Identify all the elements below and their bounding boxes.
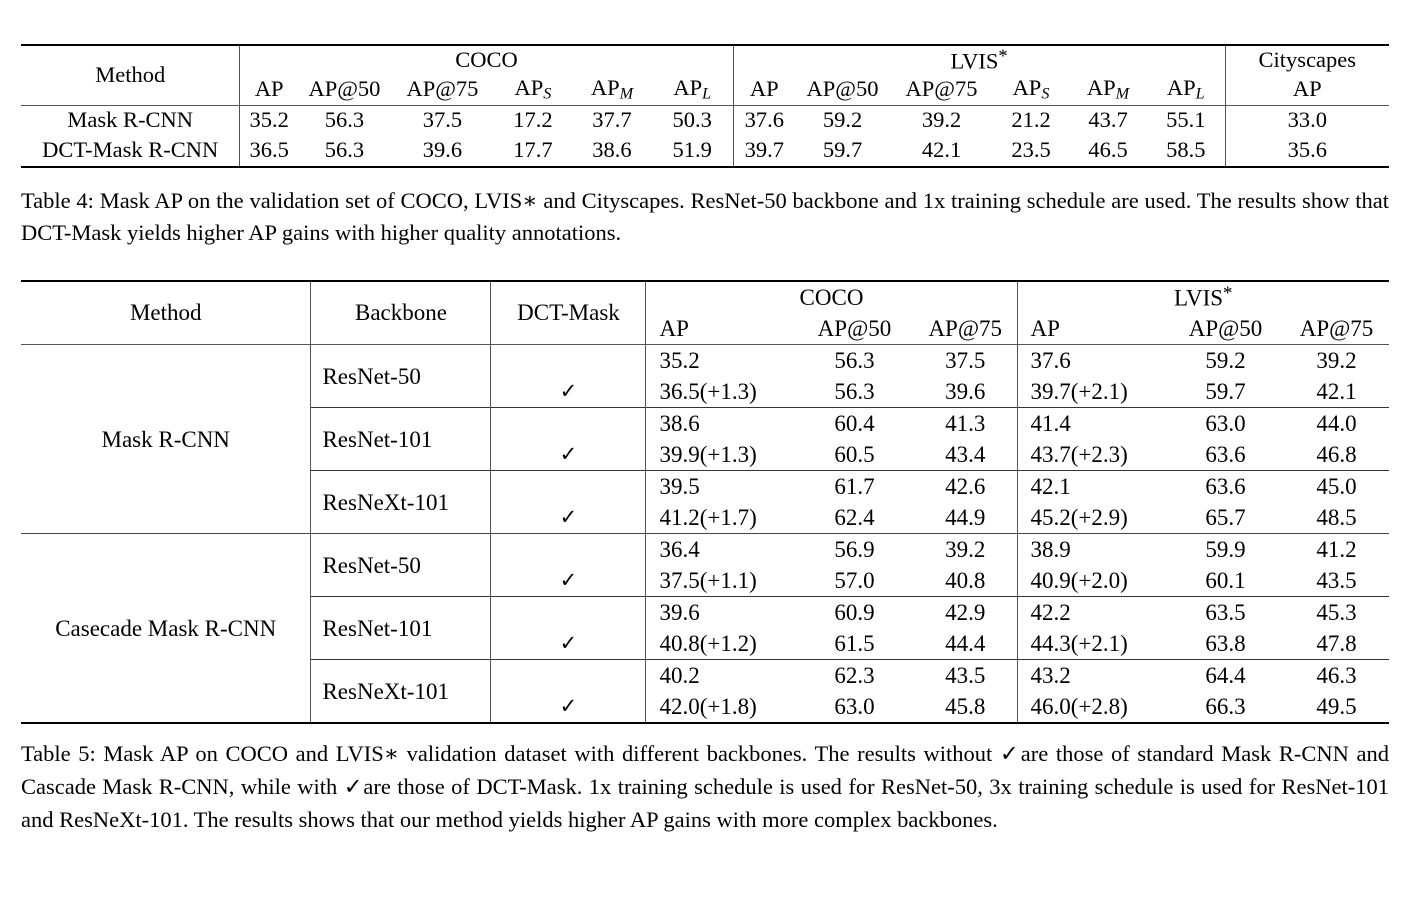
table-row (21, 534, 1389, 566)
cell-method-group: Mask R-CNN (101, 426, 230, 452)
lvis-star-icon: * (1223, 283, 1233, 305)
cell-value: 58.5 (1166, 137, 1206, 163)
cell-value: 59.2 (822, 107, 863, 133)
cell-value: 43.7 (1088, 107, 1128, 133)
checkmark-icon: ✓ (491, 565, 646, 597)
cell-value: 41.3 (945, 411, 986, 437)
th-lvis-ap50: AP@50 (806, 76, 879, 102)
th-lvis-apl-base: AP (1166, 75, 1196, 101)
cell-value: 43.2 (1017, 660, 1167, 692)
cell-value: 42.9 (945, 600, 986, 626)
cell-value: 40.9(+2.0) (1017, 565, 1167, 597)
cell-value: 59.2 (1205, 348, 1246, 374)
cell-value: 63.8 (1205, 631, 1246, 657)
th5-dct-mask: DCT-Mask (491, 281, 646, 345)
th-lvis-apm-base: AP (1086, 75, 1116, 101)
checkmark-icon: ✓ (491, 628, 646, 660)
cell-value: 40.2 (646, 660, 795, 692)
th-group-lvis (733, 45, 1225, 75)
cell-value: 38.9 (1017, 534, 1167, 566)
th5-coco-ap: AP (646, 314, 795, 345)
table-4-group-header-row (21, 45, 1389, 75)
cell-value: 60.9 (834, 600, 875, 626)
th-coco-ap75: AP@75 (406, 76, 479, 102)
cell-value: 65.7 (1205, 505, 1246, 531)
cell-value: 36.4 (646, 534, 795, 566)
cell-value: 43.7(+2.3) (1017, 439, 1167, 471)
cell-value: 37.5 (422, 107, 463, 133)
table-4-caption: Table 4: Mask AP on the validation set of COCO, LVIS∗ and Cityscapes. ResNet-50 backbone and 1x training schedule are used. The results show that DCT-Mask yields higher AP gains with higher quality annotations. (21, 187, 1389, 246)
th-group-coco: COCO (240, 45, 733, 75)
th-coco-apm-sub: M (619, 84, 634, 103)
cell-value: 60.1 (1205, 568, 1246, 594)
th-coco-apm (572, 75, 652, 105)
cell-value: 43.5 (945, 663, 986, 689)
cell-value: 42.2 (1017, 597, 1167, 629)
cell-value: 42.1 (1316, 379, 1357, 405)
cell-dct-flag (491, 534, 646, 566)
cell-dct-flag (491, 408, 646, 440)
table-5 (21, 280, 1389, 725)
table-row (21, 345, 1389, 377)
table-5-group-header-row (21, 281, 1389, 314)
th5-coco-ap75: AP@75 (928, 316, 1003, 342)
cell-value: 35.2 (646, 345, 795, 377)
th-coco-apl-base: AP (673, 75, 703, 101)
th-lvis-aps (993, 75, 1069, 105)
cell-value: 37.6 (1017, 345, 1167, 377)
cell-value: 60.4 (834, 411, 875, 437)
cell-value: 46.8 (1316, 442, 1357, 468)
cell-value: 41.4 (1017, 408, 1167, 440)
cell-value: 42.1 (1017, 471, 1167, 503)
th-lvis-ap: AP (733, 75, 795, 105)
cell-value: 45.0 (1316, 474, 1357, 500)
cell-value: 59.9 (1205, 537, 1246, 563)
cell-value: 44.0 (1316, 411, 1357, 437)
th-lvis-aps-base: AP (1012, 75, 1042, 101)
cell-value: 23.5 (1011, 137, 1051, 163)
cell-value: 46.0(+2.8) (1017, 691, 1167, 723)
cell-value: 59.7 (1205, 379, 1246, 405)
cell-value: 38.6 (592, 137, 632, 163)
cell-value: 36.5(+1.3) (646, 376, 795, 408)
cell-value: 44.9 (945, 505, 986, 531)
cell-value: 66.3 (1205, 694, 1246, 720)
cell-value: 63.6 (1205, 474, 1246, 500)
cell-method: Mask R-CNN (67, 107, 194, 133)
th5-lvis-ap75: AP@75 (1299, 316, 1374, 342)
table-row (21, 136, 1389, 167)
cell-value: 56.3 (324, 137, 365, 163)
cell-value: 44.4 (945, 631, 986, 657)
cell-backbone: ResNet-50 (311, 345, 491, 408)
th-coco-ap: AP (240, 75, 298, 105)
cell-value: 46.5 (1088, 137, 1128, 163)
cell-value: 46.3 (1316, 663, 1357, 689)
cell-value: 17.7 (513, 137, 553, 163)
cell-value: 62.4 (834, 505, 875, 531)
th-coco-apl-sub: L (702, 84, 712, 103)
th-coco-ap50: AP@50 (308, 76, 381, 102)
cell-value: 45.8 (945, 694, 986, 720)
th5-backbone: Backbone (311, 281, 491, 345)
th5-lvis-ap50: AP@50 (1188, 316, 1263, 342)
cell-value: 37.5(+1.1) (646, 565, 795, 597)
cell-value: 42.0(+1.8) (646, 691, 795, 723)
cell-value: 37.5 (945, 348, 986, 374)
th5-lvis-ap: AP (1017, 314, 1167, 345)
cell-value: 63.0 (834, 694, 875, 720)
th-cityscapes-ap: AP (1225, 75, 1389, 105)
cell-value: 61.5 (834, 631, 875, 657)
cell-value: 55.1 (1166, 107, 1206, 133)
cell-value: 39.2 (921, 107, 962, 133)
cell-value: 42.6 (945, 474, 986, 500)
th5-coco-ap50: AP@50 (817, 316, 892, 342)
cell-value: 56.3 (834, 348, 875, 374)
cell-dct-flag (491, 660, 646, 692)
checkmark-icon: ✓ (491, 439, 646, 471)
cell-value: 57.0 (834, 568, 875, 594)
lvis-star-icon: * (998, 46, 1008, 66)
cell-value: 56.9 (834, 537, 875, 563)
cell-value: 45.3 (1316, 600, 1357, 626)
cell-dct-flag (491, 345, 646, 377)
table-row (21, 105, 1389, 136)
cell-value: 39.6 (945, 379, 986, 405)
th-lvis-apm-sub: M (1115, 84, 1130, 103)
cell-value: 60.5 (834, 442, 875, 468)
th5-method: Method (129, 300, 202, 326)
cell-value: 61.7 (834, 474, 875, 500)
cell-value: 63.0 (1205, 411, 1246, 437)
th-coco-apm-base: AP (590, 75, 620, 101)
cell-value: 40.8(+1.2) (646, 628, 795, 660)
cell-value: 35.2 (240, 105, 298, 136)
cell-backbone: ResNet-101 (311, 408, 491, 471)
cell-value: 17.2 (513, 107, 553, 133)
th-lvis-aps-sub: S (1041, 84, 1050, 103)
cell-value: 39.7(+2.1) (1017, 376, 1167, 408)
th-coco-aps-sub: S (543, 84, 552, 103)
cell-value: 39.9(+1.3) (646, 439, 795, 471)
th-coco-aps-base: AP (514, 75, 544, 101)
paper-page (0, 44, 1410, 920)
cell-method-group: Casecade Mask R-CNN (55, 615, 277, 641)
cell-dct-flag (491, 597, 646, 629)
cell-value: 40.8 (945, 568, 986, 594)
table-5-caption: Table 5: Mask AP on COCO and LVIS∗ validation dataset with different backbones. The results without ✓are those of standard Mask R-CNN and Cascade Mask R-CNN, while with ✓are those of DCT-Mask. 1x training schedule is used for ResNet-50, 3x training schedule is used for ResNet-101 and ResNeXt-101. The results shows that our method yields higher AP gains with more complex backbones. (21, 741, 1389, 832)
cell-value: 43.4 (945, 442, 986, 468)
th-group-cityscapes: Cityscapes (1225, 45, 1389, 75)
cell-value: 63.5 (1205, 600, 1246, 626)
cell-value: 50.3 (672, 107, 712, 133)
cell-value: 35.6 (1225, 136, 1389, 167)
checkmark-icon: ✓ (491, 691, 646, 723)
cell-value: 42.1 (921, 137, 962, 163)
cell-value: 62.3 (834, 663, 875, 689)
cell-value: 38.6 (646, 408, 795, 440)
cell-value: 39.6 (422, 137, 463, 163)
cell-value: 39.6 (646, 597, 795, 629)
cell-value: 56.3 (324, 107, 365, 133)
cell-value: 41.2(+1.7) (646, 502, 795, 534)
cell-value: 56.3 (834, 379, 875, 405)
cell-value: 33.0 (1225, 105, 1389, 136)
cell-backbone: ResNet-50 (311, 534, 491, 597)
cell-value: 43.5 (1316, 568, 1357, 594)
cell-value: 21.2 (1011, 107, 1051, 133)
cell-backbone: ResNet-101 (311, 597, 491, 660)
th-coco-aps (494, 75, 572, 105)
cell-method: DCT-Mask R-CNN (42, 137, 219, 163)
cell-value: 39.5 (646, 471, 795, 503)
cell-backbone: ResNeXt-101 (311, 660, 491, 724)
cell-value: 39.7 (733, 136, 795, 167)
th-lvis-apl (1147, 75, 1225, 105)
cell-value: 39.2 (945, 537, 986, 563)
cell-value: 37.6 (733, 105, 795, 136)
th-lvis-apl-sub: L (1195, 84, 1205, 103)
cell-value: 41.2 (1316, 537, 1357, 563)
cell-value: 44.3(+2.1) (1017, 628, 1167, 660)
th-lvis-apm (1069, 75, 1147, 105)
cell-value: 63.6 (1205, 442, 1246, 468)
cell-value: 49.5 (1316, 694, 1357, 720)
cell-backbone: ResNeXt-101 (311, 471, 491, 534)
th5-group-lvis-text: LVIS (1174, 285, 1224, 311)
th5-group-lvis (1017, 281, 1389, 314)
cell-value: 39.2 (1316, 348, 1357, 374)
th-lvis-ap75: AP@75 (905, 76, 978, 102)
cell-value: 64.4 (1205, 663, 1246, 689)
cell-value: 48.5 (1316, 505, 1357, 531)
th-method: Method (95, 61, 166, 87)
cell-value: 59.7 (822, 137, 863, 163)
checkmark-icon: ✓ (491, 502, 646, 534)
th-coco-apl (652, 75, 733, 105)
cell-value: 45.2(+2.9) (1017, 502, 1167, 534)
table-4 (21, 44, 1389, 168)
th5-group-coco: COCO (646, 281, 1017, 314)
cell-dct-flag (491, 471, 646, 503)
cell-value: 37.7 (592, 107, 632, 133)
cell-value: 47.8 (1316, 631, 1357, 657)
th-group-lvis-text: LVIS (950, 48, 999, 74)
cell-value: 51.9 (672, 137, 712, 163)
cell-value: 36.5 (240, 136, 298, 167)
checkmark-icon: ✓ (491, 376, 646, 408)
